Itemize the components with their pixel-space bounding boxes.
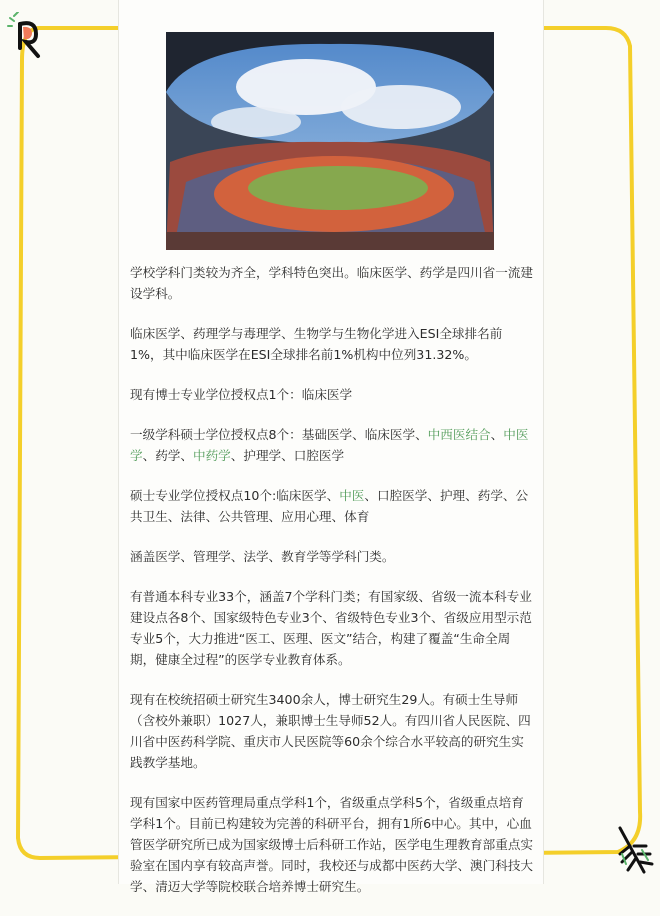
key-doodle-icon [6,12,46,60]
paragraph [130,424,534,466]
text-run: 、口腔医学、护理、药学、公共卫生、法律、公共管理、应用心理、体育 [130,488,529,524]
text-run: 、药学、 [142,448,193,463]
highlight-term: 中药学 [192,448,231,463]
text-run: 硕士专业学位授权点10个:临床医学、 [130,488,340,503]
paragraph: 现有在校统招硕士研究生3400余人，博士研究生29人。有硕士生导师（含校外兼职）1027人，兼职博士生导师52人。有四川省人民医院、四川省中医药科学院、重庆市人民医院等60余个综合水平较高的研究生实践教学基地。 [130,692,531,770]
highlight-term: 中西医结合 [427,427,491,442]
stadium-photo [166,32,494,250]
paragraph: 现有博士专业学位授权点1个：临床医学 [130,387,353,402]
highlight-term: 中医学 [130,427,529,463]
text-run: 、 [490,427,504,442]
highlight-term: 中医 [339,488,365,503]
paragraph: 学校学科门类较为齐全，学科特色突出。临床医学、药学是四川省一流建设学科。 [130,265,533,301]
article-body [130,262,534,916]
paragraph: 临床医学、药理学与毒理学、生物学与生物化学进入ESI全球排名前1%，其中临床医学在ESI全球排名前1%机构中位列31.32%。 [130,326,503,362]
paragraph: 涵盖医学、管理学、法学、教育学等学科门类。 [130,549,395,564]
paragraph: 现有国家中医药管理局重点学科1个，省级重点学科5个，省级重点培育学科1个。目前已构建较为完善的科研平台，拥有1所6中心。其中，心血管医学研究所已成为国家级博士后科研工作站，医学电生理教育部重点实验室在国内享有较高声誉。同时，我校还与成都中医药大学、澳门科技大学、清迈大学等院校联合培养博士研究生。 [130,795,533,894]
text-run: 一级学科硕士学位授权点8个：基础医学、临床医学、 [130,427,428,442]
paragraph: 有普通本科专业33个，涵盖7个学科门类；有国家级、省级一流本科专业建设点各8个、国家级特色专业3个、省级特色专业3个、省级应用型示范专业5个，大力推进“医工、医理、医文”结合，构建了覆盖“生命全周期，健康全过程”的医学专业教育体系。 [130,589,532,667]
paragraph [130,485,534,527]
leaf-doodle-icon [612,824,656,880]
text-run: 、护理学、口腔医学 [230,448,345,463]
